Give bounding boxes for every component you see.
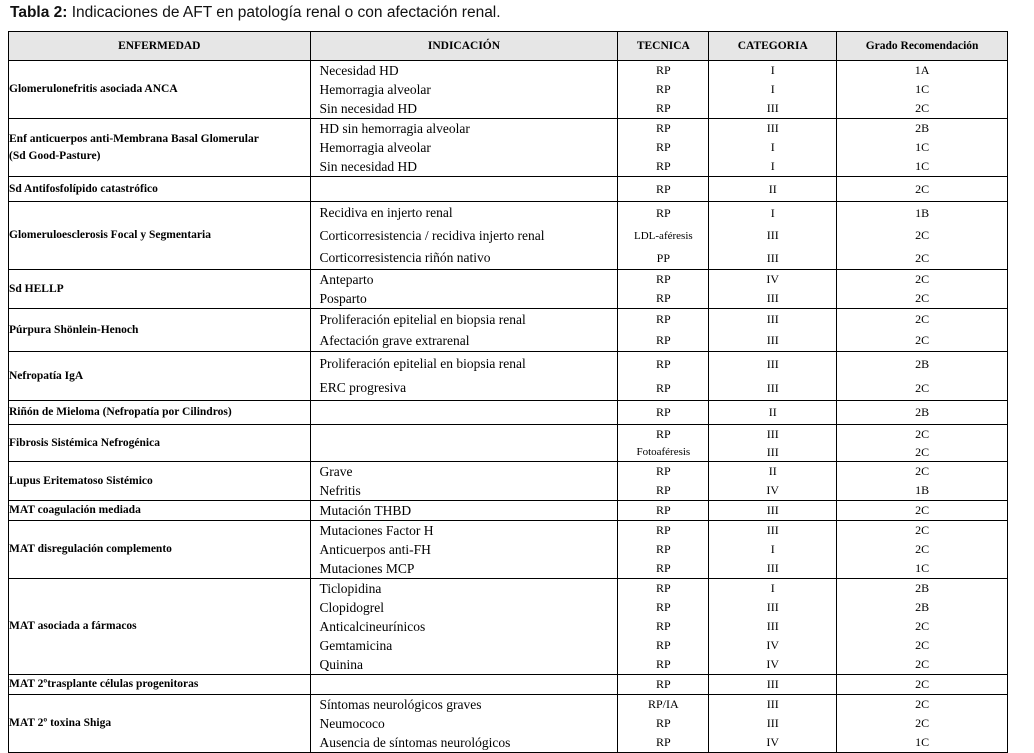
disease-name: Fibrosis Sistémica Nefrogénica — [9, 436, 160, 449]
grado-cell — [837, 202, 1008, 270]
disease-cell — [9, 695, 311, 753]
indicacion-cell — [310, 462, 618, 501]
indicacion-value: Sin necesidad HD — [319, 100, 418, 116]
indicacion-value: Mutación THBD — [319, 502, 412, 518]
table-row — [9, 579, 1008, 675]
categoria-cell — [709, 675, 837, 695]
tecnica-value: RP — [655, 121, 671, 135]
indicacion-value: Anticalcineurínicos — [319, 618, 426, 634]
categoria-value: III — [766, 697, 779, 711]
tecnica-value: RP — [655, 63, 671, 77]
grado-value: 2C — [915, 677, 930, 691]
indicacion-cell — [310, 695, 618, 753]
header-tecnica: TECNICA — [618, 32, 709, 61]
disease-cell — [9, 579, 311, 675]
tecnica-value: RP — [655, 464, 671, 478]
indicacion-cell — [310, 675, 618, 695]
categoria-value: III — [766, 380, 779, 395]
indicacion-value: Hemorragia alveolar — [319, 139, 431, 155]
grado-value: 1B — [915, 483, 930, 497]
tecnica-cell — [618, 675, 709, 695]
grado-value: 1C — [915, 735, 930, 749]
categoria-value: IV — [766, 483, 780, 497]
indicacion-cell — [310, 119, 618, 177]
indicacion-cell — [310, 270, 618, 309]
grado-cell — [837, 675, 1008, 695]
grado-value: 2B — [915, 356, 930, 371]
grado-cell — [837, 177, 1008, 202]
caption-text: Indicaciones de AFT en patología renal o con afectación renal. — [67, 4, 501, 21]
categoria-value: III — [766, 228, 779, 242]
disease-name: Glomeruloesclerosis Focal y Segmentaria — [9, 229, 211, 241]
indicacion-value — [311, 401, 618, 424]
table-row — [9, 501, 1008, 521]
grado-value: 1C — [915, 82, 930, 96]
indicacion-value: Proliferación epitelial en biopsia renal — [319, 356, 526, 371]
categoria-cell — [709, 202, 837, 270]
tecnica-value: RP — [655, 181, 671, 196]
grado-value: 1C — [915, 159, 930, 173]
grado-cell — [837, 579, 1008, 675]
tecnica-value: RP — [655, 542, 671, 556]
categoria-value: II — [768, 181, 777, 196]
tecnica-cell — [618, 202, 709, 270]
categoria-value: III — [766, 523, 779, 537]
indicacion-value: Síntomas neurológicos graves — [319, 696, 482, 712]
disease-cell — [9, 675, 311, 695]
tecnica-value: RP — [655, 638, 671, 652]
indicacion-value: Quinina — [319, 656, 364, 672]
tecnica-value: RP — [655, 272, 671, 286]
table-row — [9, 462, 1008, 501]
tecnica-cell — [618, 501, 709, 521]
tecnica-cell — [618, 119, 709, 177]
disease-cell — [9, 119, 311, 177]
table-row — [9, 270, 1008, 309]
disease-name: MAT coagulación mediada — [9, 504, 141, 516]
categoria-value: III — [766, 426, 779, 441]
tecnica-value: RP — [655, 140, 671, 154]
categoria-value: III — [766, 312, 779, 326]
categoria-value: III — [766, 503, 779, 517]
table-row — [9, 61, 1008, 119]
indicacion-value: Proliferación epitelial en biopsia renal — [319, 311, 526, 327]
tecnica-value: LDL-aféresis — [634, 229, 693, 242]
indicacion-value: Grave — [319, 463, 353, 479]
tecnica-value: RP — [655, 101, 671, 115]
tecnica-value: RP — [655, 657, 671, 671]
disease-cell — [9, 521, 311, 579]
categoria-value: III — [766, 600, 779, 614]
grado-value: 2C — [915, 464, 930, 478]
categoria-value: III — [766, 561, 779, 575]
categoria-value: I — [770, 542, 775, 556]
grado-value: 2C — [915, 228, 930, 242]
indicacion-value — [311, 425, 618, 443]
indicacion-value — [311, 675, 618, 694]
grado-cell — [837, 462, 1008, 501]
categoria-value: IV — [766, 638, 780, 652]
grado-value: 2C — [915, 426, 930, 441]
categoria-value: III — [766, 291, 779, 305]
categoria-value: I — [770, 63, 775, 77]
disease-cell — [9, 309, 311, 352]
tecnica-cell — [618, 695, 709, 753]
grado-value: 2C — [915, 503, 930, 517]
grado-value: 2B — [915, 405, 930, 419]
grado-value: 2C — [915, 181, 930, 196]
categoria-cell — [709, 425, 837, 462]
grado-value: 2C — [915, 638, 930, 652]
categoria-value: III — [766, 716, 779, 730]
table-row — [9, 521, 1008, 579]
tecnica-value: RP — [655, 380, 671, 395]
grado-cell — [837, 401, 1008, 425]
tecnica-cell — [618, 177, 709, 202]
table-row — [9, 177, 1008, 202]
indicacion-cell — [310, 352, 618, 401]
indicacion-cell — [310, 521, 618, 579]
tecnica-cell — [618, 270, 709, 309]
disease-name: Riñón de Mieloma (Nefropatía por Cilindros) — [9, 406, 232, 418]
indications-table — [8, 31, 1008, 753]
categoria-cell — [709, 270, 837, 309]
categoria-cell — [709, 695, 837, 753]
table-row — [9, 202, 1008, 270]
header-row — [9, 32, 1008, 61]
categoria-value: III — [766, 444, 779, 459]
indicacion-cell — [310, 579, 618, 675]
grado-value: 1A — [914, 63, 930, 77]
categoria-value: III — [766, 101, 779, 115]
categoria-cell — [709, 177, 837, 202]
categoria-cell — [709, 401, 837, 425]
disease-name: MAT asociada a fármacos — [9, 620, 137, 632]
grado-value: 1C — [915, 140, 930, 154]
grado-value: 2C — [915, 523, 930, 537]
grado-value: 2C — [915, 333, 930, 347]
grado-value: 2C — [915, 272, 930, 286]
disease-name: (Sd Good-Pasture) — [9, 149, 101, 162]
grado-value: 2C — [915, 697, 930, 711]
indicacion-value: Clopidogrel — [319, 599, 385, 615]
categoria-value: III — [766, 619, 779, 633]
indicacion-value: Corticorresistencia / recidiva injerto renal — [319, 227, 545, 243]
indicacion-value: Posparto — [319, 290, 367, 306]
categoria-cell — [709, 61, 837, 119]
table-caption — [10, 4, 501, 22]
grado-cell — [837, 309, 1008, 352]
disease-cell — [9, 270, 311, 309]
tecnica-cell — [618, 61, 709, 119]
indicacion-cell — [310, 177, 618, 202]
categoria-value: III — [766, 333, 779, 347]
categoria-cell — [709, 309, 837, 352]
categoria-value: III — [766, 121, 779, 135]
table-row — [9, 119, 1008, 177]
disease-name: Nefropatía IgA — [9, 369, 84, 382]
disease-cell — [9, 462, 311, 501]
categoria-value: II — [768, 405, 777, 419]
indicacion-cell — [310, 309, 618, 352]
indicacion-cell — [310, 202, 618, 270]
tecnica-value: RP — [655, 561, 671, 575]
table-row — [9, 425, 1008, 462]
tecnica-value: RP — [655, 291, 671, 305]
indicacion-value — [311, 177, 618, 201]
indicacion-value: Mutaciones MCP — [319, 560, 415, 576]
grado-value: 2C — [915, 291, 930, 305]
header-grado: Grado Recomendación — [837, 32, 1008, 61]
indicacion-cell — [310, 401, 618, 425]
categoria-cell — [709, 521, 837, 579]
categoria-value: I — [770, 205, 775, 220]
grado-value: 2C — [915, 380, 930, 395]
grado-cell — [837, 119, 1008, 177]
grado-value: 1B — [915, 205, 930, 220]
tecnica-value: RP — [655, 600, 671, 614]
disease-cell — [9, 61, 311, 119]
disease-name: Enf anticuerpos anti-Membrana Basal Glomerular — [9, 132, 259, 145]
grado-cell — [837, 352, 1008, 401]
disease-name: Lupus Eritematoso Sistémico — [9, 474, 153, 487]
indicacion-value: Gemtamicina — [319, 637, 393, 653]
indicacion-value: Neumococo — [319, 715, 385, 731]
disease-name: MAT 2º toxina Shiga — [9, 717, 112, 729]
disease-name: Púrpura Shönlein-Henoch — [9, 323, 139, 336]
header-indicacion: INDICACIÓN — [310, 32, 618, 61]
grado-value: 2C — [915, 657, 930, 671]
tecnica-value: RP — [655, 503, 671, 517]
categoria-value: III — [766, 677, 779, 691]
tecnica-cell — [618, 425, 709, 462]
tecnica-cell — [618, 579, 709, 675]
categoria-value: IV — [766, 657, 780, 671]
tecnica-value: RP — [655, 483, 671, 497]
indicacion-cell — [310, 425, 618, 462]
indicacion-value: Ausencia de síntomas neurológicos — [319, 734, 511, 750]
grado-value: 2C — [915, 716, 930, 730]
categoria-value: I — [770, 159, 775, 173]
tecnica-cell — [618, 309, 709, 352]
tecnica-value: RP/IA — [647, 697, 679, 711]
grado-value: 2B — [915, 581, 930, 595]
tecnica-value: RP — [655, 333, 671, 347]
indicacion-cell — [310, 501, 618, 521]
categoria-value: III — [766, 356, 779, 371]
categoria-value: III — [766, 250, 779, 265]
grado-value: 2B — [915, 600, 930, 614]
disease-cell — [9, 501, 311, 521]
disease-name: MAT disregulación complemento — [9, 543, 172, 555]
indicacion-value: Necesidad HD — [319, 62, 399, 78]
tecnica-value: RP — [655, 735, 671, 749]
grado-value: 2C — [915, 312, 930, 326]
tecnica-value: RP — [655, 716, 671, 730]
tecnica-value: RP — [655, 405, 671, 419]
disease-cell — [9, 352, 311, 401]
table-row — [9, 675, 1008, 695]
tecnica-value: RP — [655, 312, 671, 326]
disease-cell — [9, 177, 311, 202]
grado-value: 1C — [915, 561, 930, 575]
grado-value: 2C — [915, 101, 930, 115]
table-body — [9, 61, 1008, 753]
grado-value: 2C — [915, 619, 930, 633]
table-row — [9, 309, 1008, 352]
categoria-value: I — [770, 82, 775, 96]
categoria-value: I — [770, 581, 775, 595]
indicacion-value: Ticlopidina — [319, 580, 382, 596]
grado-cell — [837, 270, 1008, 309]
table-row — [9, 695, 1008, 753]
categoria-cell — [709, 579, 837, 675]
indicacion-value: Recidiva en injerto renal — [319, 205, 453, 220]
tecnica-value: PP — [656, 250, 671, 265]
categoria-cell — [709, 352, 837, 401]
grado-value: 2C — [915, 444, 930, 459]
categoria-value: IV — [766, 735, 780, 749]
disease-cell — [9, 425, 311, 462]
tecnica-value: RP — [655, 677, 671, 691]
tecnica-value: RP — [655, 159, 671, 173]
disease-cell — [9, 202, 311, 270]
disease-cell — [9, 401, 311, 425]
tecnica-value: RP — [655, 205, 671, 220]
categoria-value: II — [768, 464, 777, 478]
grado-cell — [837, 521, 1008, 579]
indicacion-value: Corticorresistencia riñón nativo — [319, 250, 491, 265]
tecnica-value: RP — [655, 356, 671, 371]
indicacion-cell — [310, 61, 618, 119]
grado-cell — [837, 61, 1008, 119]
indicacion-value: Anteparto — [319, 271, 374, 287]
grado-cell — [837, 425, 1008, 462]
disease-name: Glomerulonefritis asociada ANCA — [9, 83, 178, 95]
indicacion-value: Sin necesidad HD — [319, 158, 418, 174]
caption-label: Tabla 2: — [10, 4, 68, 21]
tecnica-value: RP — [655, 523, 671, 537]
grado-value: 2C — [915, 542, 930, 556]
tecnica-value: RP — [655, 619, 671, 633]
header-categoria: CATEGORIA — [709, 32, 837, 61]
disease-name: MAT 2ºtrasplante células progenitoras — [9, 678, 199, 690]
tecnica-value: RP — [655, 82, 671, 96]
table-row — [9, 352, 1008, 401]
tecnica-cell — [618, 401, 709, 425]
indicacion-value: Hemorragia alveolar — [319, 81, 431, 97]
tecnica-value: RP — [655, 581, 671, 595]
grado-value: 2C — [915, 250, 930, 265]
indicacion-value: HD sin hemorragia alveolar — [319, 120, 470, 136]
categoria-cell — [709, 462, 837, 501]
indicacion-value: Anticuerpos anti-FH — [319, 541, 431, 557]
disease-name: Sd Antifosfolípido catastrófico — [9, 182, 158, 195]
indicacion-value: ERC progresiva — [319, 380, 407, 395]
grado-value: 2B — [915, 121, 930, 135]
categoria-cell — [709, 119, 837, 177]
tecnica-value: RP — [655, 426, 671, 441]
disease-name: Sd HELLP — [9, 282, 64, 295]
indicacion-value: Mutaciones Factor H — [319, 522, 434, 538]
grado-cell — [837, 695, 1008, 753]
tecnica-cell — [618, 521, 709, 579]
categoria-value: IV — [766, 272, 780, 286]
tecnica-value: Fotoaféresis — [636, 446, 691, 458]
indicacion-value: Afectación grave extrarenal — [319, 332, 470, 348]
tecnica-cell — [618, 462, 709, 501]
grado-cell — [837, 501, 1008, 521]
categoria-value: I — [770, 140, 775, 154]
table-row — [9, 401, 1008, 425]
tecnica-cell — [618, 352, 709, 401]
indicacion-value: Nefritis — [319, 482, 361, 498]
header-enfermedad: ENFERMEDAD — [9, 32, 311, 61]
indicacion-value — [311, 443, 618, 461]
categoria-cell — [709, 501, 837, 521]
